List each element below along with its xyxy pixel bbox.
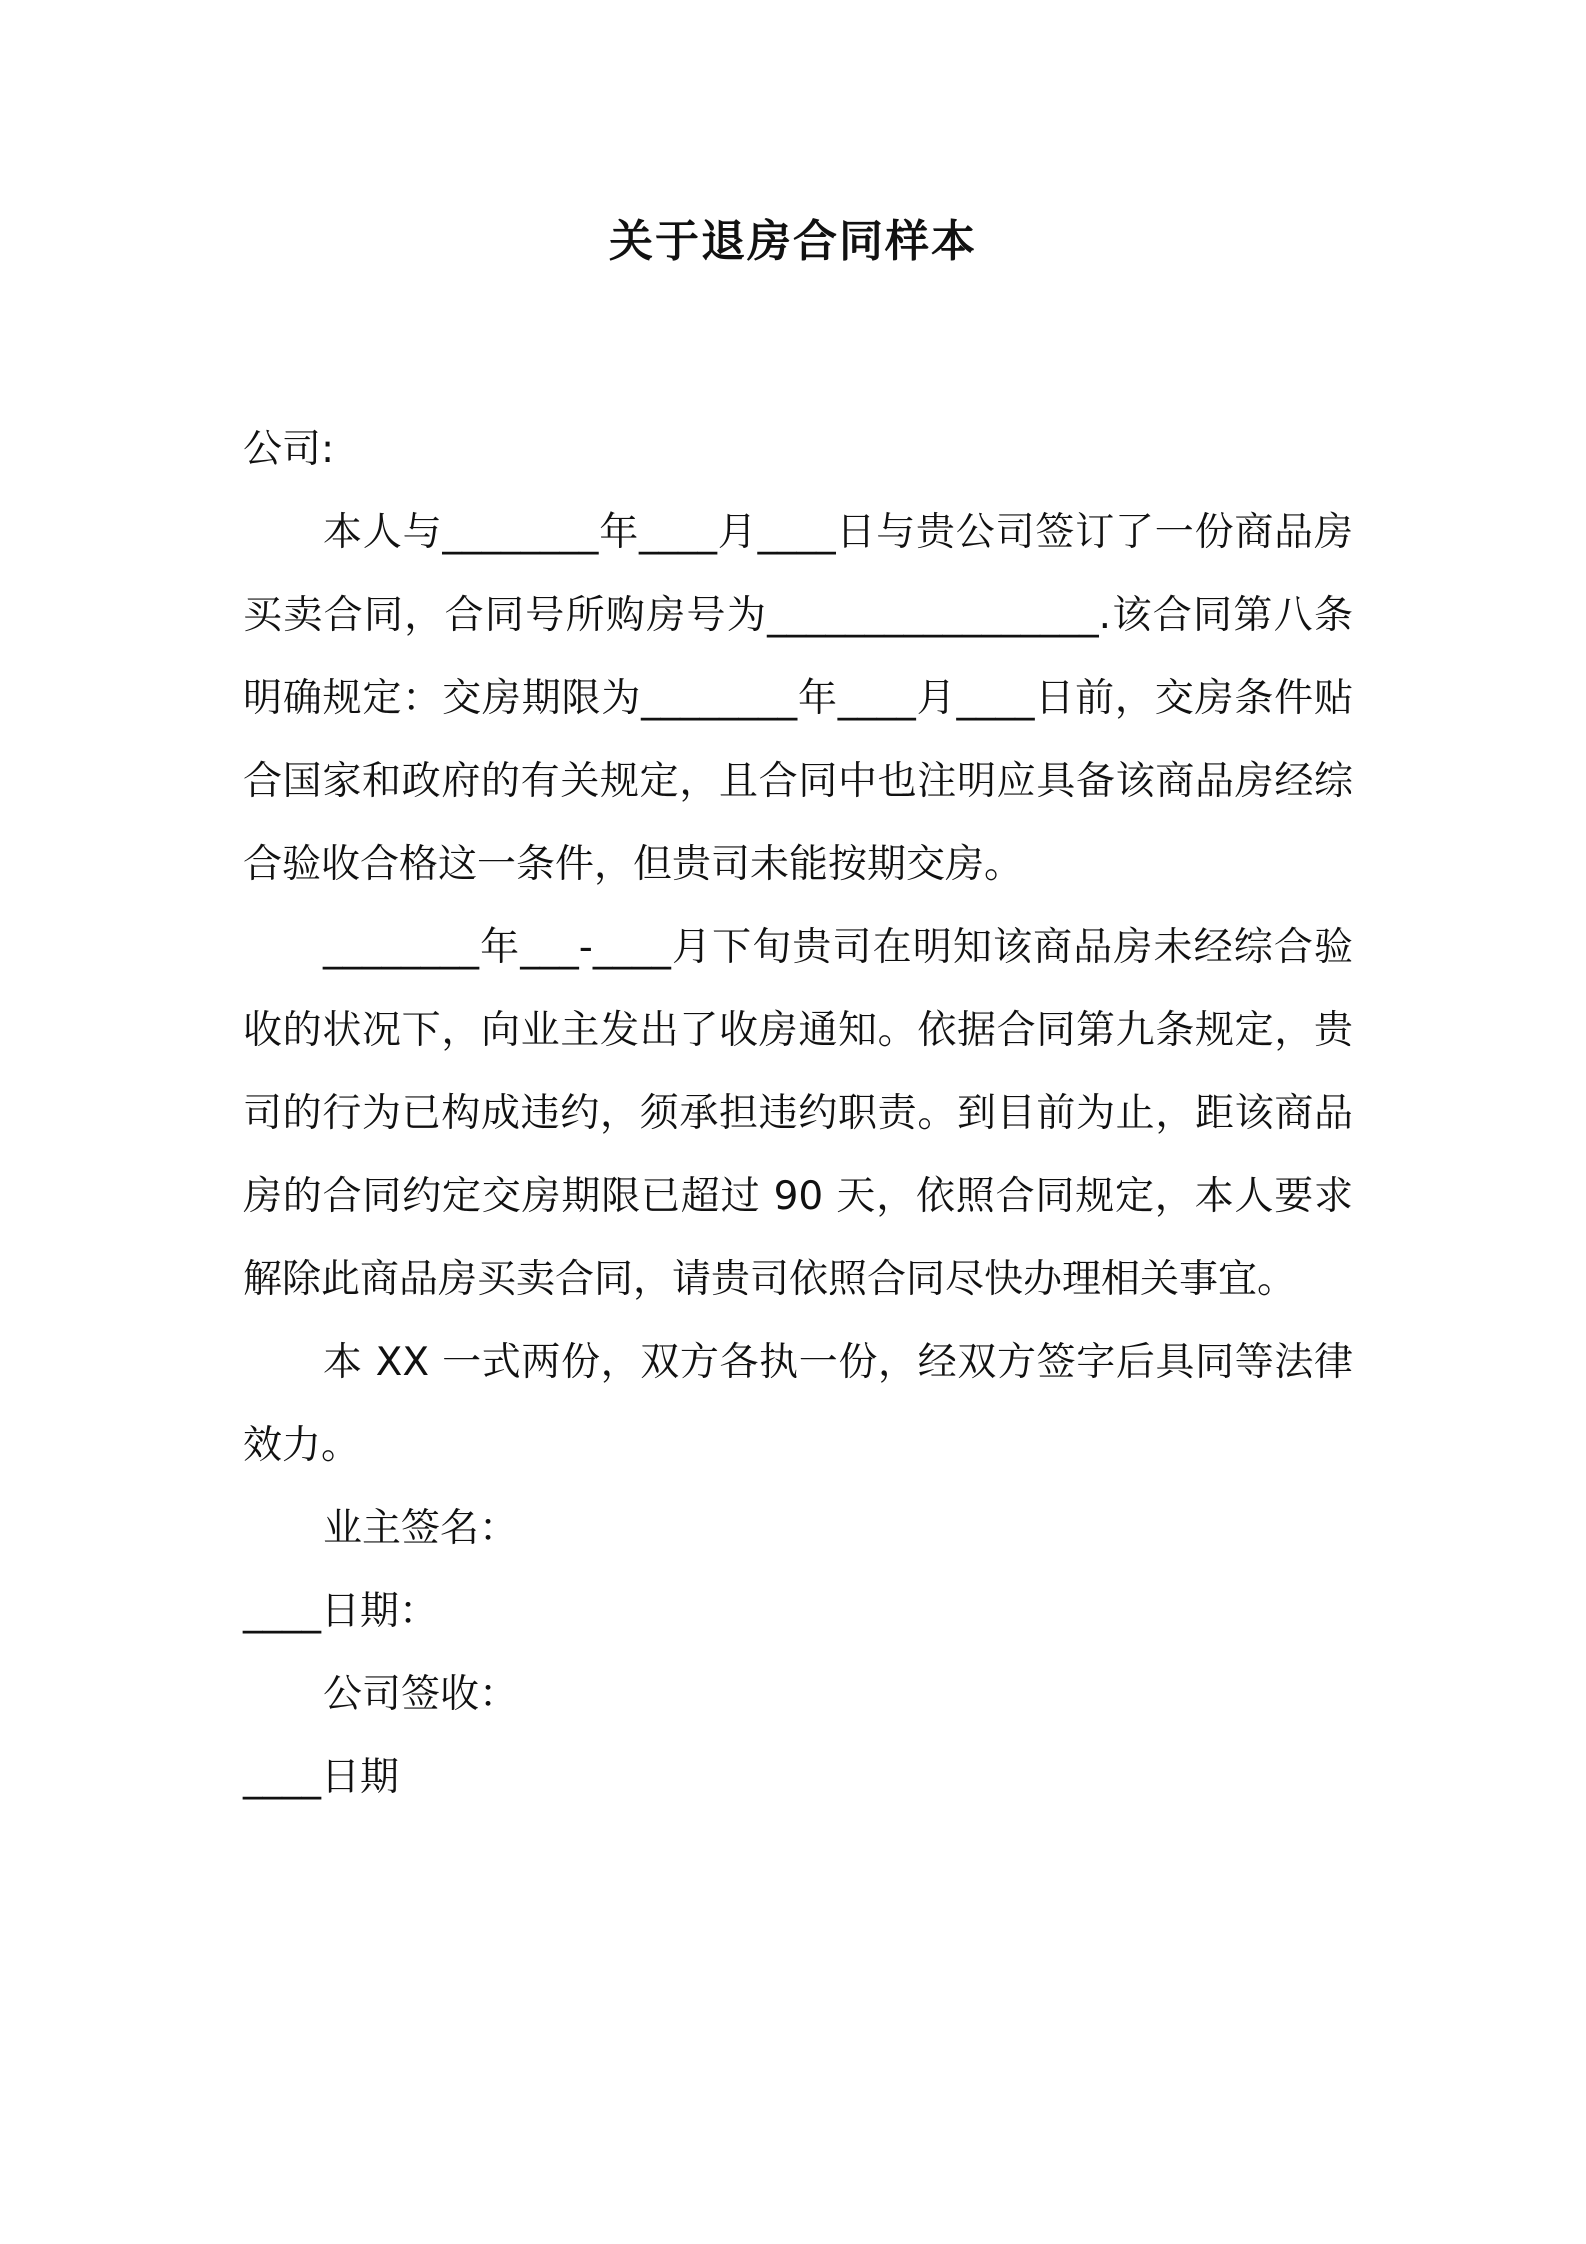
paragraph-contract-terms: 本人与________年____月____日与贵公司签订了一份商品房买卖合同，合同号所购房号为_________________.该合同第八条明确规定：交房期限为________年____月____日前，交房条件贴合国家和政府的有关规定，且合同中也注明应具备该商品房经综合验收合格这一条件，但贵司未能按期交房。 (243, 510, 1353, 887)
salutation: 公司: (243, 427, 335, 472)
document-body (243, 408, 1353, 1819)
paragraph-breach-notice: ________年___-____月下旬贵司在明知该商品房未经综合验收的状况下，向业主发出了收房通知。依据合同第九条规定，贵司的行为已构成违约，须承担违约职责。到目前为止，距该商品房的合同约定交房期限已超过 90 天，依照合同规定，本人要求解除此商品房买卖合同，请贵司依照合同尽快办理相关事宜。 (243, 925, 1353, 1302)
company-date-label: ____日期 (243, 1755, 400, 1800)
owner-date-label: ____日期： (243, 1589, 439, 1634)
paragraph-copies: 本 XX 一式两份，双方各执一份，经双方签字后具同等法律效力。 (243, 1340, 1353, 1468)
document-title: 关于退房合同样本 (609, 216, 977, 267)
owner-signature-label: 业主签名： (323, 1506, 519, 1551)
company-signature-label: 公司签收： (323, 1672, 519, 1717)
